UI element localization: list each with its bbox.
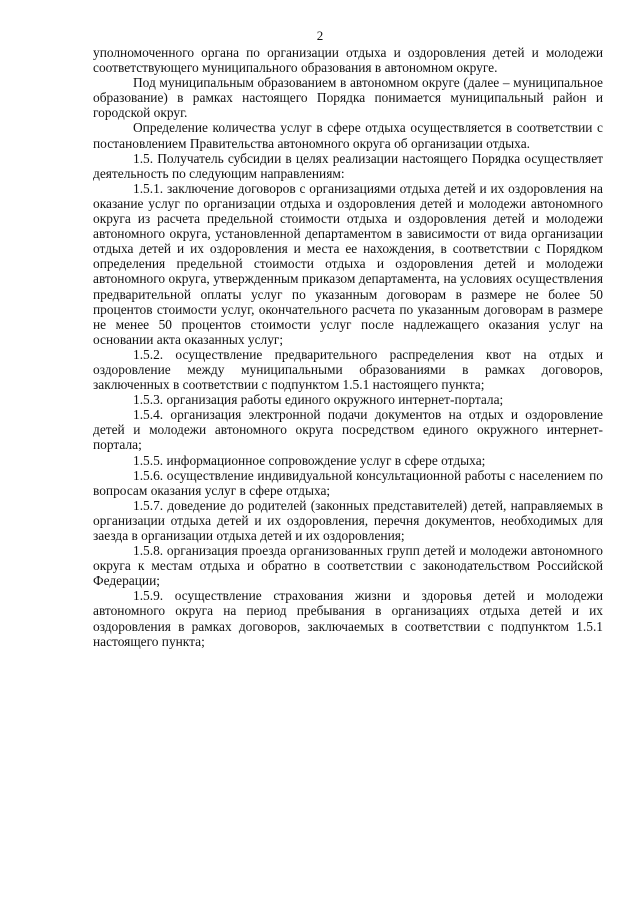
paragraph-service-count: Определение количества услуг в сфере отдыха осуществляется в соответствии с постановлением Правительства автономного округа об организации отдыха. [93,120,603,151]
paragraph-1-5-1: 1.5.1. заключение договоров с организациями отдыха детей и их оздоровления на оказание услуг по организации отдыха и оздоровления детей и молодежи автономного округа из расчета предельной стоимости отдыха и оздоровления детей и молодежи автономного округа, установленной департаментом в зависимости от вида организации отдыха детей и их оздоровления и места ее нахождения, в соответствии с Порядком определения предельной стоимости отдыха и оздоровления детей и молодежи автономного округа, утвержденным приказом департамента, на условиях осуществления предварительной оплаты услуг по указанным договорам в размере не более 50 процентов стоимости услуг, окончательного расчета по указанным договорам в размере не менее 50 процентов стоимости услуг после надлежащего оказания услуг на основании акта оказанных услуг; [93,180,603,347]
paragraph-1-5-7: 1.5.7. доведение до родителей (законных представителей) детей, направляемых в организации отдыха детей и их оздоровления, перечня документов, необходимых для заезда в организации отдыха детей и их оздоровления; [93,497,603,543]
document-body [93,45,603,649]
paragraph-continuation: уполномоченного органа по организации отдыха и оздоровления детей и молодежи соответствующего муниципального образования в автономном округе. [93,45,603,76]
paragraph-municipal-definition: Под муниципальным образованием в автономном округе (далее – муниципальное образование) в рамках настоящего Порядка понимается муниципальный район и городской округ. [93,75,603,121]
paragraph-1-5: 1.5. Получатель субсидии в целях реализации настоящего Порядка осуществляет деятельность по следующим направлениям: [93,150,603,181]
paragraph-1-5-3: 1.5.3. организация работы единого окружного интернет-портала; [133,392,504,408]
paragraph-1-5-5: 1.5.5. информационное сопровождение услуг в сфере отдыха; [133,452,486,468]
paragraph-1-5-6: 1.5.6. осуществление индивидуальной консультационной работы с населением по вопросам оказания услуг в сфере отдыха; [93,467,603,498]
paragraph-1-5-8: 1.5.8. организация проезда организованных групп детей и молодежи автономного округа к местам отдыха и обратно в соответствии с законодательством Российской Федерации; [93,543,603,589]
paragraph-1-5-4: 1.5.4. организация электронной подачи документов на отдых и оздоровление детей и молодежи автономного округа посредством единого окружного интернет-портала; [93,407,603,453]
page-number: 2 [316,28,324,43]
paragraph-1-5-9: 1.5.9. осуществление страхования жизни и здоровья детей и молодежи автономного округа на период пребывания в организациях отдыха детей и их оздоровления в рамках договоров, заключаемых в соответствии с подпунктом 1.5.1 настоящего пункта; [93,588,603,649]
paragraph-1-5-2: 1.5.2. осуществление предварительного распределения квот на отдых и оздоровление между муниципальными образованиями в рамках договоров, заключенных в соответствии с подпунктом 1.5.1 настоящего пункта; [93,346,603,393]
